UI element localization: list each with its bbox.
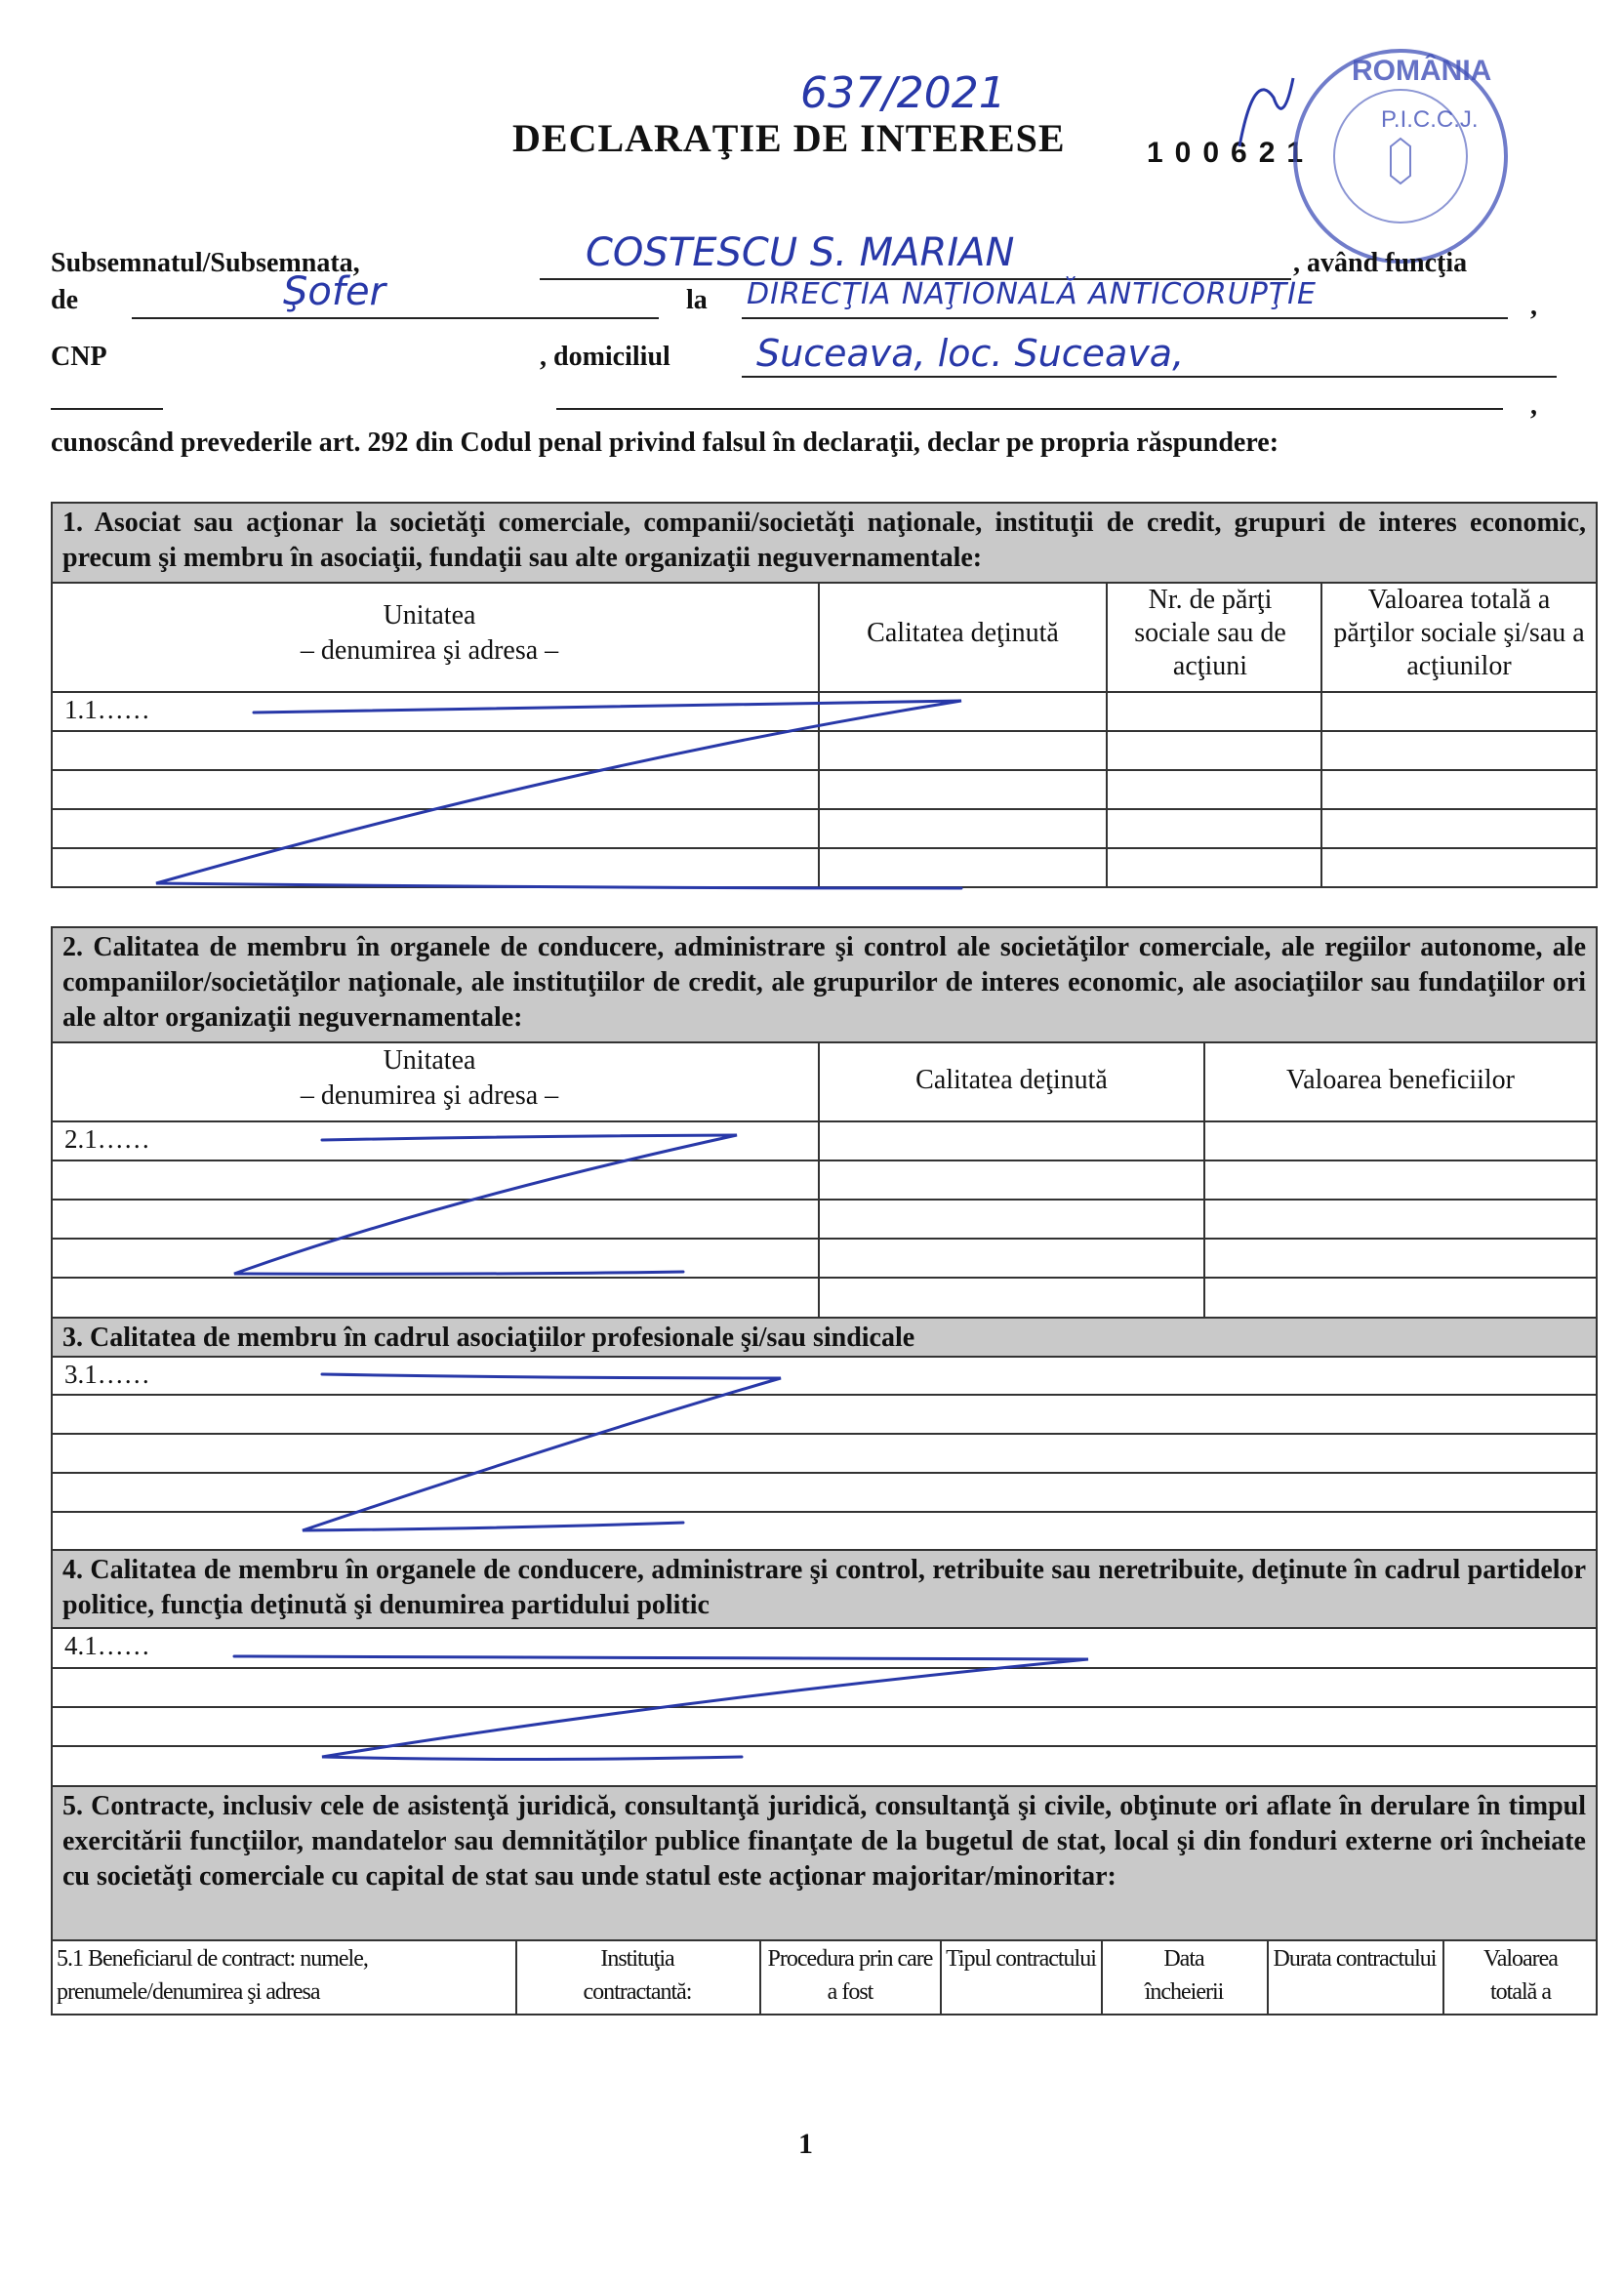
s5-col-procedura: Procedura prin care a fost — [767, 1946, 933, 2005]
la-label: la — [686, 285, 708, 315]
section1-title: 1. Asociat sau acţionar la societăţi comerciale, companii/societăţi naţionale, instituţii de credit, grupuri de interes economic, precum şi membru în asociaţii, fundaţii sau alte organizaţii neguvernamentale: — [51, 502, 1598, 584]
svg-text:ROMÂNIA: ROMÂNIA — [1352, 55, 1492, 87]
svg-text:P.I.C.C.J.: P.I.C.C.J. — [1381, 106, 1479, 133]
avand-functia-label: , având funcţia — [1293, 248, 1468, 278]
s1-col-valoarea: Valoarea totală a părţilor sociale şi/sau a acţiunilor — [1333, 585, 1585, 681]
institutia-field[interactable]: DIRECŢIA NAŢIONALĂ ANTICORUPŢIE — [747, 277, 1317, 311]
s2-col-calitatea: Calitatea deţinută — [915, 1065, 1108, 1095]
functia-field[interactable]: Şofer — [283, 269, 386, 314]
section4-title: 4. Calitatea de membru în organele de conducere, administrare şi control, retribuite sau neretribuite, deţinute în cadrul partidelor politice, funcţia deţinută şi denumirea partidului politic — [51, 1549, 1598, 1629]
s1-col-calitatea: Calitatea deţinută — [867, 618, 1059, 648]
s5-col-valoarea: Valoarea totală a — [1483, 1946, 1558, 2005]
cnp-label: CNP — [51, 342, 107, 372]
document-title: DECLARAŢIE DE INTERESE — [512, 116, 1066, 160]
s5-col-tipul: Tipul contractului — [946, 1946, 1096, 1972]
de-label: de — [51, 285, 78, 315]
s5-col-beneficiar: 5.1 Beneficiarul de contract: numele, prenumele/denumirea şi adresa — [57, 1946, 368, 2005]
s5-col-data: Data încheierii — [1144, 1946, 1224, 2005]
s5-col-durata: Durata contractului — [1273, 1946, 1437, 1972]
s2-col-unitatea-sub: – denumirea şi adresa – — [300, 1080, 559, 1111]
s2-col-unitatea: Unitatea — [383, 1045, 476, 1076]
s1-col-nr-parti: Nr. de părţi sociale sau de acţiuni — [1134, 585, 1286, 681]
handwritten-reference: 637/2021 — [800, 68, 1006, 118]
s5-col-institutia: Instituţia contractantă: — [583, 1946, 692, 2005]
domiciliul-field[interactable]: Suceava, loc. Suceava, — [756, 332, 1185, 375]
s1-row-label: 1.1…… — [64, 695, 150, 724]
page-number: 1 — [798, 2128, 813, 2160]
s2-col-valoarea: Valoarea beneficiilor — [1286, 1065, 1515, 1095]
s3-row-label: 3.1…… — [64, 1360, 150, 1389]
section2-title: 2. Calitatea de membru în organele de conducere, administrare şi control ale societăţilor comerciale, ale regiilor autonome, ale companiilor/societăţilor naţionale, ale instituţiilor de credit, ale grupurilor de interes economic, ale asociaţiilor sau fundaţiilor ori ale altor organizaţii neguvernamentale: — [51, 926, 1598, 1043]
name-field[interactable]: COSTESCU S. MARIAN — [586, 230, 1015, 275]
subsemnatul-label: Subsemnatul/Subsemnata, — [51, 248, 360, 278]
s4-row-label: 4.1…… — [64, 1631, 150, 1660]
s1-col-unitatea: Unitatea — [383, 600, 476, 631]
registration-number: 100621 — [1147, 137, 1316, 169]
section5-title: 5. Contracte, inclusiv cele de asistenţă juridică, consultanţă juridică, consultanţă şi civile, obţinute ori aflate în derulare în timpul exercitării funcţiilor, mandatelor sau demnităţilor publice finanţate de la bugetul de stat, local şi din fonduri externe ori încheiate cu societăţi comerciale cu capital de stat sau unde statul este acţionar majoritar/minoritar: — [51, 1785, 1598, 1941]
s2-row-label: 2.1…… — [64, 1124, 150, 1154]
domiciliul-label: , domiciliul — [540, 342, 670, 372]
s1-col-unitatea-sub: – denumirea şi adresa – — [300, 635, 559, 666]
section3-title: 3. Calitatea de membru în cadrul asociaţiilor profesionale şi/sau sindicale — [51, 1317, 1598, 1358]
declaration-text: cunoscând prevederile art. 292 din Codul penal privind falsul în declaraţii, declar pe propria răspundere: — [51, 428, 1279, 458]
